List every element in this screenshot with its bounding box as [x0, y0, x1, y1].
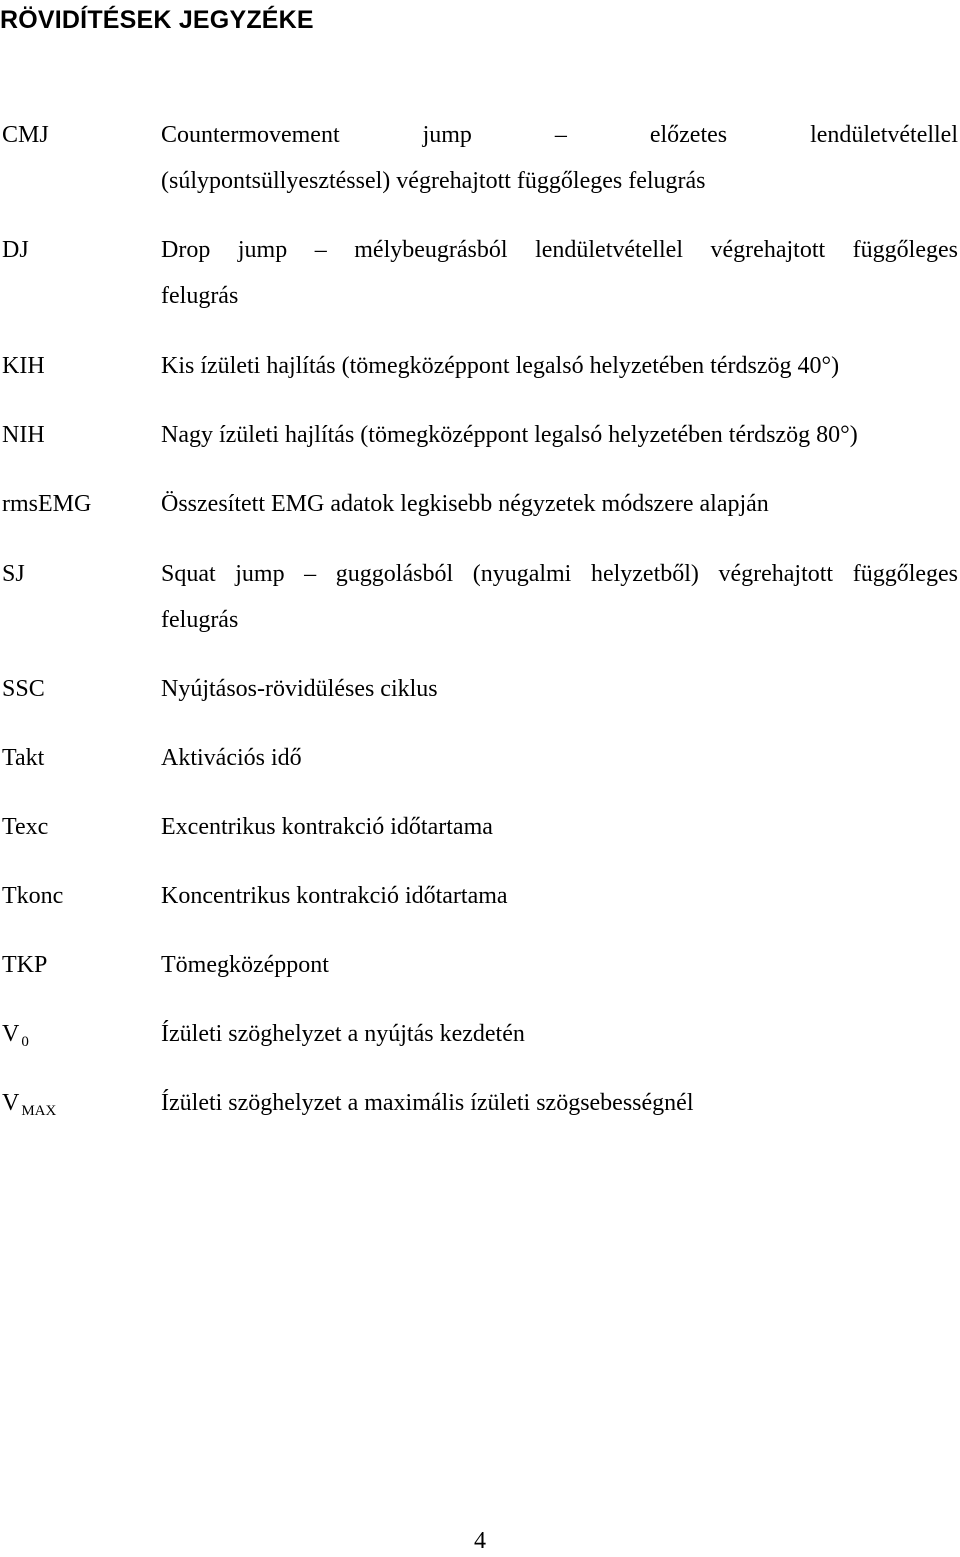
- definition-line: Drop jump – mélybeugrásból lendületvétellel végrehajtott függőleges: [161, 237, 958, 263]
- abbreviation-definition: [161, 873, 958, 919]
- page-number: 4: [474, 1528, 486, 1554]
- abbreviation-term: Tkonc: [2, 883, 64, 909]
- abbreviation-term: Texc: [2, 814, 49, 840]
- abbreviation-definition: [161, 1011, 958, 1057]
- definition-line: Koncentrikus kontrakció időtartama: [161, 883, 508, 909]
- definition-line: (súlypontsüllyesztéssel) végrehajtott függőleges felugrás: [161, 168, 706, 194]
- abbreviation-term: SSC: [2, 676, 45, 702]
- abbreviation-definition: [161, 227, 958, 319]
- definition-line: Nagy ízületi hajlítás (tömegközéppont legalsó helyzetében térdszög 80°): [161, 422, 858, 448]
- abbreviation-term: [2, 1080, 56, 1129]
- abbreviation-term: KIH: [2, 353, 45, 379]
- definition-line: felugrás: [161, 283, 239, 309]
- definition-line: Tömegközéppont: [161, 952, 329, 978]
- definition-line: Kis ízületi hajlítás (tömegközéppont legalsó helyzetében térdszög 40°): [161, 353, 840, 379]
- page-title: RÖVIDÍTÉSEK JEGYZÉKE: [0, 6, 314, 34]
- definition-line: Aktivációs idő: [161, 745, 302, 771]
- abbreviation-term: Takt: [2, 745, 45, 771]
- abbreviation-definition: [161, 942, 958, 988]
- abbreviation-definition: [161, 551, 958, 643]
- abbreviation-definition: [161, 412, 958, 458]
- abbreviation-definition: [161, 112, 958, 204]
- abbreviation-definition: [161, 804, 958, 850]
- definition-line: Excentrikus kontrakció időtartama: [161, 814, 493, 840]
- abbreviation-term: TKP: [2, 952, 48, 978]
- abbreviation-definition: [161, 666, 958, 712]
- abbreviation-term: SJ: [2, 561, 25, 587]
- abbreviation-definition: [161, 1080, 958, 1126]
- abbreviation-definition: [161, 481, 958, 527]
- definition-line: Nyújtásos-rövidüléses ciklus: [161, 676, 438, 702]
- abbreviation-letter: V: [2, 1021, 20, 1047]
- definition-line: Ízületi szöghelyzet a nyújtás kezdetén: [161, 1021, 525, 1047]
- abbreviation-term: [2, 1011, 29, 1060]
- definition-line: Összesített EMG adatok legkisebb négyzetek módszere alapján: [161, 491, 769, 517]
- abbreviation-definition: [161, 735, 958, 781]
- abbreviation-subscript: 0: [21, 1034, 29, 1050]
- definition-line: felugrás: [161, 607, 239, 633]
- abbreviation-subscript: MAX: [21, 1103, 57, 1119]
- definition-line: Countermovement jump – előzetes lendületvétellel: [161, 122, 958, 148]
- abbreviation-letter: V: [2, 1090, 20, 1116]
- definition-line: Ízületi szöghelyzet a maximális ízületi szögsebességnél: [161, 1090, 694, 1116]
- definition-line: Squat jump – guggolásból (nyugalmi helyzetből) végrehajtott függőleges: [161, 561, 958, 587]
- abbreviation-term: CMJ: [2, 122, 49, 148]
- abbreviation-definition: [161, 343, 958, 389]
- abbreviation-term: DJ: [2, 237, 29, 263]
- abbreviation-term: rmsEMG: [2, 491, 92, 517]
- abbreviation-term: NIH: [2, 422, 45, 448]
